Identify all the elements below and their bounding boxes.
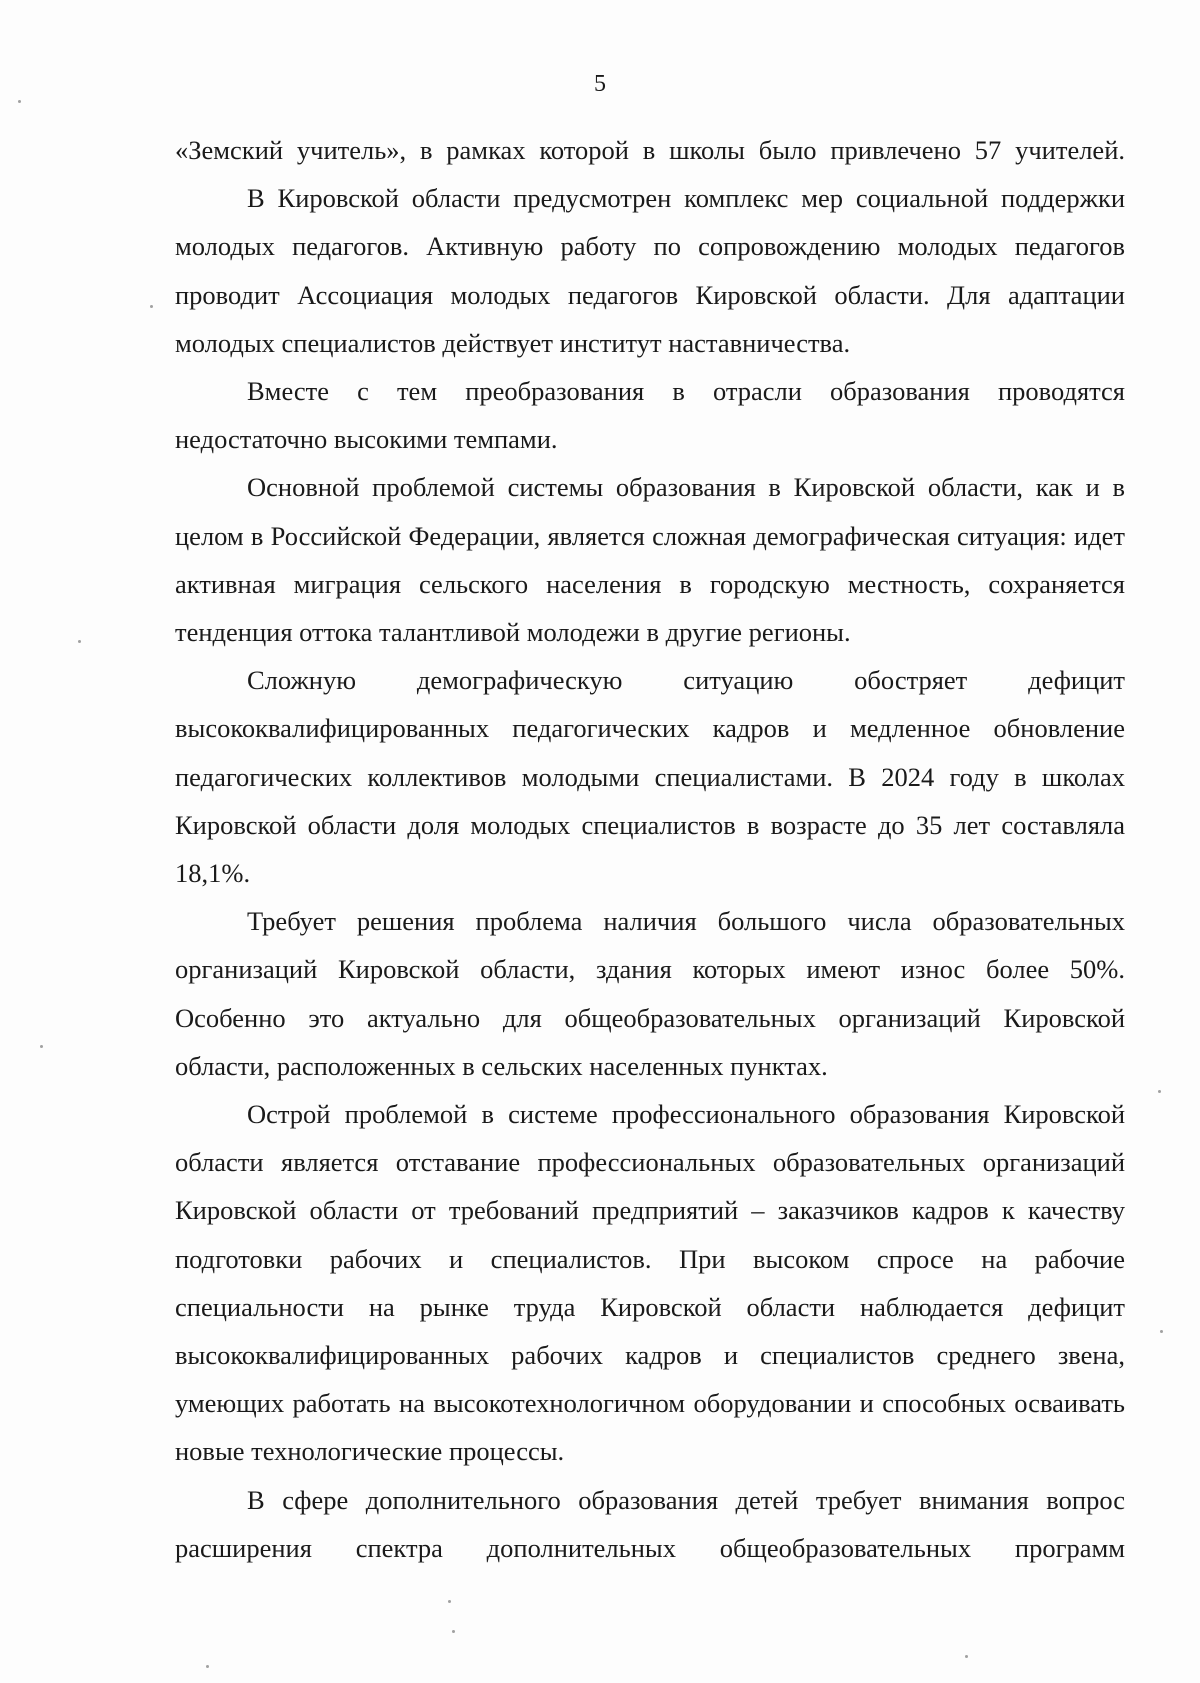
text-line: В сфере дополнительного образования детей требует внимания вопрос (247, 1484, 1125, 1515)
scan-speck (18, 100, 21, 103)
paragraph (175, 367, 1125, 463)
text-line: звена, умеющих работать на высокотехнологичном оборудовании и (175, 1340, 1125, 1419)
text-line: педагогических коллективов молодыми специалистами. В 2024 году в школах (175, 761, 1125, 792)
text-line: Требует решения проблема наличия большого числа образовательных (247, 906, 1125, 937)
paragraph (175, 126, 1125, 174)
text-line: Вместе с тем преобразования в отрасли образования проводятся (247, 376, 1125, 407)
text-line: организаций Кировской области, здания которых имеют износ более 50%. (175, 954, 1125, 985)
paragraph (175, 463, 1125, 656)
scan-speck (206, 1665, 209, 1668)
scan-speck (1160, 1330, 1163, 1333)
text-line: Особенно это актуально для общеобразовательных организаций Кировской (175, 1002, 1125, 1033)
text-line: Кировской области является отставание профессиональных образовательных (175, 1099, 1125, 1178)
text-line: «Земский учитель», в рамках которой в школы было привлечено 57 учителей. (175, 135, 1125, 165)
paragraph (175, 1090, 1125, 1476)
text-line: на рабочие специальности на рынке труда Кировской области наблюдается (175, 1243, 1125, 1322)
paragraph (175, 897, 1125, 1090)
document-body (175, 126, 1125, 1572)
paragraph (175, 174, 1125, 367)
text-line: способных осваивать новые технологические процессы. (175, 1388, 1125, 1467)
scan-speck (1158, 1090, 1161, 1093)
text-line: В Кировской области предусмотрен комплекс мер социальной (247, 183, 989, 214)
text-line: идет активная миграция сельского населения в городскую местность, (175, 520, 1126, 599)
scan-speck (150, 305, 153, 308)
text-line: составляла 18,1%. (175, 809, 1125, 889)
scan-speck (40, 1045, 43, 1048)
text-line: области, расположенных в сельских населенных пунктах. (175, 1050, 828, 1081)
text-line: расширения спектра дополнительных общеобразовательных программ (175, 1532, 1125, 1563)
text-line: Основной проблемой системы образования в Кировской области, как и в (247, 472, 1125, 503)
scan-speck (448, 1600, 451, 1603)
text-line: целом в Российской Федерации, является сложная демографическая ситуация: (175, 520, 1067, 551)
text-line: сохраняется тенденция оттока талантливой молодежи в другие регионы. (175, 568, 1125, 648)
text-line: поддержки молодых педагогов. Активную работу по сопровождению молодых (175, 183, 1125, 262)
paragraph (175, 1476, 1125, 1572)
text-line: кадров к качеству подготовки рабочих и специалистов. При высоком спросе (175, 1195, 1125, 1274)
text-line: педагогов проводит Ассоциация молодых педагогов Кировской области. Для (175, 231, 1125, 310)
text-line: Сложную демографическую ситуацию обостряет дефицит (247, 665, 1125, 696)
text-line: недостаточно высокими темпами. (175, 424, 558, 455)
page-number: 5 (594, 71, 606, 97)
text-line: Острой проблемой в системе профессионального образования (247, 1099, 990, 1130)
text-line: адаптации молодых специалистов действует институт наставничества. (175, 279, 1125, 358)
scan-speck (452, 1630, 455, 1633)
text-line: дефицит высококвалифицированных рабочих кадров и специалистов среднего (175, 1291, 1125, 1371)
paragraph (175, 656, 1125, 897)
text-line: Кировской области доля молодых специалистов в возрасте до 35 лет (175, 809, 991, 840)
scan-speck (965, 1655, 968, 1658)
scan-speck (78, 640, 81, 643)
text-line: высококвалифицированных педагогических кадров и медленное обновление (175, 713, 1125, 744)
text-line: организаций Кировской области от требований предприятий – заказчиков (175, 1147, 1126, 1226)
